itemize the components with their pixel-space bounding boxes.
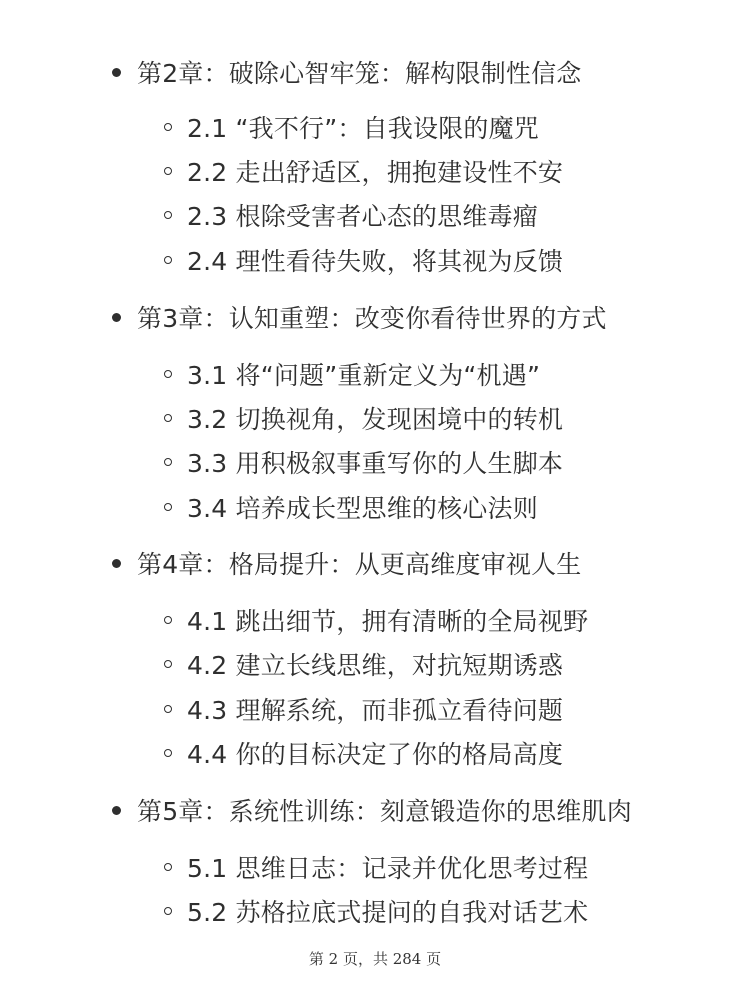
chapter-title: 第4章：格局提升：从更高维度审视人生: [137, 550, 582, 579]
section-title: 5.1 思维日志：记录并优化思考过程: [187, 854, 589, 883]
section-title: 3.4 培养成长型思维的核心法则: [187, 494, 538, 523]
section-item: [164, 107, 539, 147]
chapter-title: 第2章：破除心智牢笼：解构限制性信念: [137, 59, 582, 88]
chapter-title: 第5章：系统性训练：刻意锻造你的思维肌肉: [137, 797, 632, 826]
section-item: [164, 644, 563, 684]
section-title: 2.2 走出舒适区，拥抱建设性不安: [187, 158, 564, 187]
filled-bullet-icon: [112, 806, 121, 815]
hollow-bullet-icon: [164, 863, 172, 871]
section-title: 2.4 理性看待失败，将其视为反馈: [187, 247, 564, 276]
chapter-5-item: [112, 790, 632, 830]
section-item: [164, 354, 540, 394]
section-item: [164, 600, 588, 640]
section-title: 3.2 切换视角，发现困境中的转机: [187, 405, 564, 434]
section-title: 2.1 “我不行”：自我设限的魔咒: [187, 114, 540, 143]
section-item: [164, 689, 563, 729]
section-item: [164, 847, 588, 887]
filled-bullet-icon: [112, 313, 121, 322]
hollow-bullet-icon: [164, 414, 172, 422]
hollow-bullet-icon: [164, 211, 172, 219]
hollow-bullet-icon: [164, 660, 172, 668]
section-item: [164, 195, 538, 235]
section-item: [164, 442, 563, 482]
section-title: 2.3 根除受害者心态的思维毒瘤: [187, 202, 538, 231]
chapter-4-item: [112, 543, 582, 583]
section-item: [164, 487, 538, 527]
hollow-bullet-icon: [164, 705, 172, 713]
section-item: [164, 240, 563, 280]
section-title: 3.1 将“问题”重新定义为“机遇”: [187, 361, 541, 390]
hollow-bullet-icon: [164, 167, 172, 175]
chapter-3-item: [112, 297, 607, 337]
section-item: [164, 733, 563, 773]
section-title: 4.1 跳出细节，拥有清晰的全局视野: [187, 607, 589, 636]
section-title: 4.4 你的目标决定了你的格局高度: [187, 740, 564, 769]
filled-bullet-icon: [112, 559, 121, 568]
section-title: 5.2 苏格拉底式提问的自我对话艺术: [187, 898, 589, 927]
section-title: 3.3 用积极叙事重写你的人生脚本: [187, 449, 564, 478]
hollow-bullet-icon: [164, 458, 172, 466]
filled-bullet-icon: [112, 68, 121, 77]
chapter-2-item: [112, 52, 582, 92]
section-item: [164, 398, 563, 438]
section-item: [164, 891, 588, 931]
chapter-title: 第3章：认知重塑：改变你看待世界的方式: [137, 304, 607, 333]
hollow-bullet-icon: [164, 503, 172, 511]
hollow-bullet-icon: [164, 370, 172, 378]
section-title: 4.2 建立长线思维，对抗短期诱惑: [187, 651, 564, 680]
page-number-footer: 第 2 页，共 284 页: [308, 950, 442, 968]
hollow-bullet-icon: [164, 256, 172, 264]
section-item: [164, 151, 563, 191]
hollow-bullet-icon: [164, 616, 172, 624]
hollow-bullet-icon: [164, 749, 172, 757]
section-title: 4.3 理解系统，而非孤立看待问题: [187, 696, 564, 725]
hollow-bullet-icon: [164, 907, 172, 915]
hollow-bullet-icon: [164, 123, 172, 131]
